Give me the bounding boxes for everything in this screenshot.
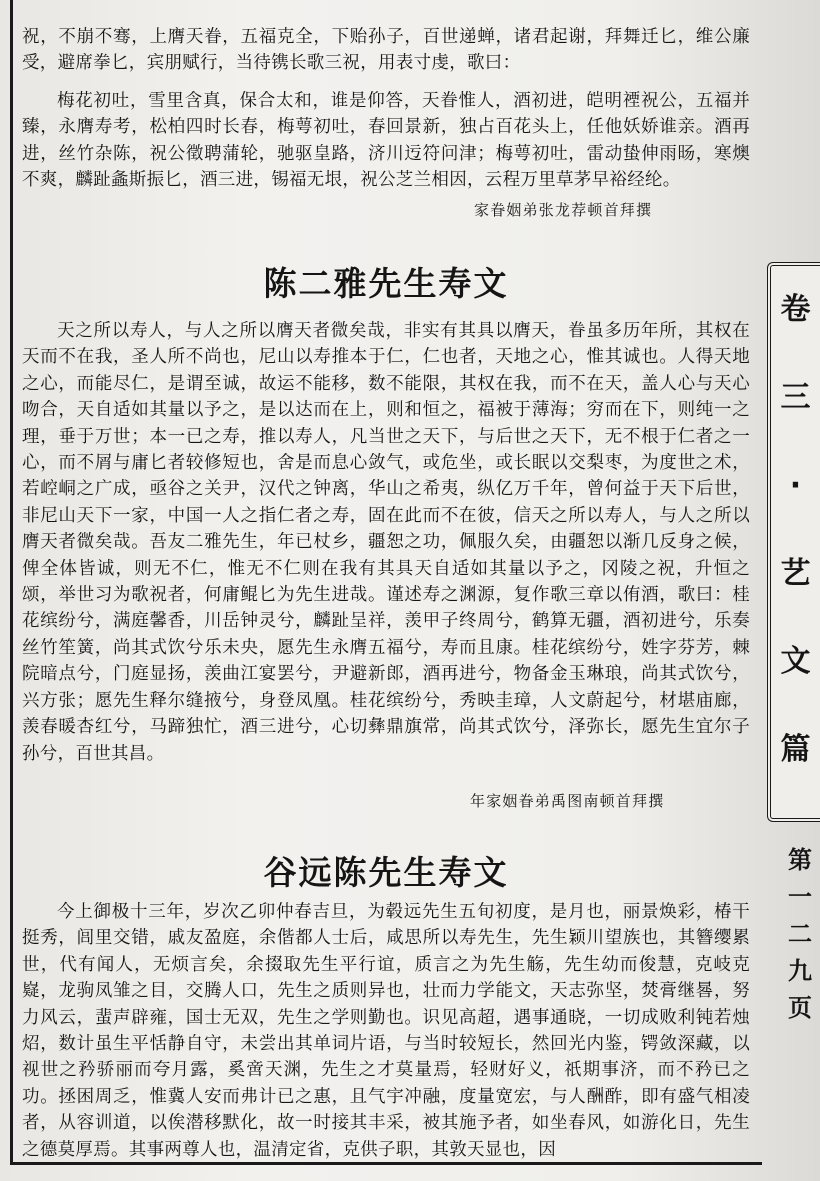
page-number-char: 九 <box>788 957 812 985</box>
signature-yu: 年家姻眷弟禹图南顿首拜撰 <box>470 792 665 810</box>
side-tab-char: 三 <box>780 380 811 415</box>
article-body-chen-erya: 天之所以寿人，与人之所以膺天者微矣哉，非实有其具以膺天，眷虽多历年所，其权在天而不在我，圣人所不尚也，尼山以寿推本于仁，仁也者，天地之心，惟其诚也。人得天地之心，而能尽仁，是谓至诚，故运不能移，数不能限，其权在我，而不在天，盖人心与天心吻合，天自适如其量以予之，是以达而在上，则和恒之，福被于薄海；穷而在下，则纯一之理，垂于万世；本一已之寿，推以寿人，凡当世之天下，与后世之天下，无不根于仁者之一心，而不屑与庸匕者较修短也，舍是而息心敛气，或危坐，或长眠以交梨枣，为度世之术，若崆峒之广成，亟谷之关尹，汉代之钟离，华山之希夷，纵亿万千年，曾何益于天下后世，非尼山天下一家，中国一人之指仁者之寿，固在此而不在彼，信天之所以寿人，与人之所以膺天者微矣哉。吾友二雅先生，年已杖乡，疆恕之功，佩服久矣，由疆恕以渐几反身之候，俾全体皆诚，则无不仁，惟无不仁则在我有其具天自适如其量以予之，冈陵之祝，升恒之颂，举世习为歌祝者，何庸鲲匕为先生进哉。谨述寿之渊源，复作歌三章以侑酒，歌曰：桂花缤纷兮，满庭馨香，川岳钟灵兮，麟趾呈祥，羡甲子终周兮，鹤算无疆，酒初进兮，乐奏丝竹笙簧，尚其式饮兮乐未央，愿先生永膺五福兮，寿而且康。桂花缤纷兮，姓字芬芳，棘院暗点兮，门庭显扬，羡曲江宴罢兮，尹避新郎，酒再进兮，物备金玉琳琅，尚其式饮兮，兴方张；愿先生释尔缝掖兮，身登凤凰。桂花缤纷兮，秀映圭璋，人文蔚起兮，材堪庙廊，羡春暖杏红兮，马蹄独忙，酒三进兮，心切彝鼎旗常，尚其式饮兮，泽弥长，愿先生宜尔子孙兮，百世其昌。 <box>22 321 750 764</box>
side-tab-char: · <box>789 468 802 503</box>
side-tab-char: 艺 <box>780 556 811 591</box>
side-tab-char: 卷 <box>780 292 811 327</box>
signature-zhang: 家眷姻弟张龙荐顿首拜撰 <box>474 201 653 219</box>
page-number-char: 第 <box>788 846 812 874</box>
volume-side-tab <box>767 262 820 822</box>
side-tab-char: 篇 <box>780 732 811 767</box>
celebration-song: 梅花初吐，雪里含真，保合太和，谁是仰答，天眷惟人，酒初进，皑明禋祝公，五福并臻，永膺寿考，松柏四时长春，梅萼初吐，春回景新，独占百花头上，任他妖娇谁亲。酒再进，丝竹杂陈，祝公徵聘蒲轮，驰驱皇路，济川迃符问津；梅萼初吐，雷动蛰伸雨旸，寒燠不爽，麟趾螽斯振匕，酒三进，锡福无垠，祝公芝兰相因，云程万里草茅早裕经纶。 <box>22 91 750 191</box>
page-number-char: 二 <box>788 920 812 948</box>
page-number <box>783 842 817 1027</box>
article-title-guyuan-chen: 谷远陈先生寿文 <box>263 853 509 892</box>
article-body-guyuan-chen: 今上御极十三年，岁次乙卯仲春吉旦，为毂远先生五旬初度，是月也，丽景焕彩，椿干挺秀，闾里交错，戚友盈庭，余偕都人士后，咸思所以寿先生，先生颖川望族也，其簪缨累世，代有闻人，无烦言矣，余掇取先生平行谊，质言之为先生觞，先生幼而俊慧，克岐克嶷，龙驹凤雏之目，交腾人口，先生之质则异也，壮而力学能文，天志弥坚，焚膏继晷，努力风云，蜚声辟雍，国士无双，先生之学则勤也。识见高超，遇事通晓，一切成败利钝若烛炤，数计虽生平恬静自守，未尝出其单词片语，与当时较短长，然回光内鉴，锷敛深藏，以视世之矜骄丽而夸月露，奚啻天渊，先生之才莫量焉，轻财好义，祇期事济，而不矜已之功。拯困周乏，惟冀人安而弗计已之惠，且气宇冲融，度量宽宏，与人酬酢，即有盛气相凌者，从容训道，以俟潜移默化，故一时接其丰采，被其施予者，如坐春风，如游化日，先生之德莫厚焉。其事两尊人也，温清定省，克供子职，其敦天显也，因 <box>22 902 750 1160</box>
continued-text: 祝，不崩不骞，上膺天眷，五福克全，下贻孙子，百世递蝉，诸君起谢，拜舞迁匕，维公廉受，避席拳匕，宾朋赋行，当待镌长歌三祝，用表寸虔，歌曰： <box>22 27 750 74</box>
page-number-char: 页 <box>788 994 812 1022</box>
side-tab-char: 文 <box>780 644 811 679</box>
page-number-char: 一 <box>788 883 812 911</box>
article-title-chen-erya: 陈二雅先生寿文 <box>263 264 509 303</box>
